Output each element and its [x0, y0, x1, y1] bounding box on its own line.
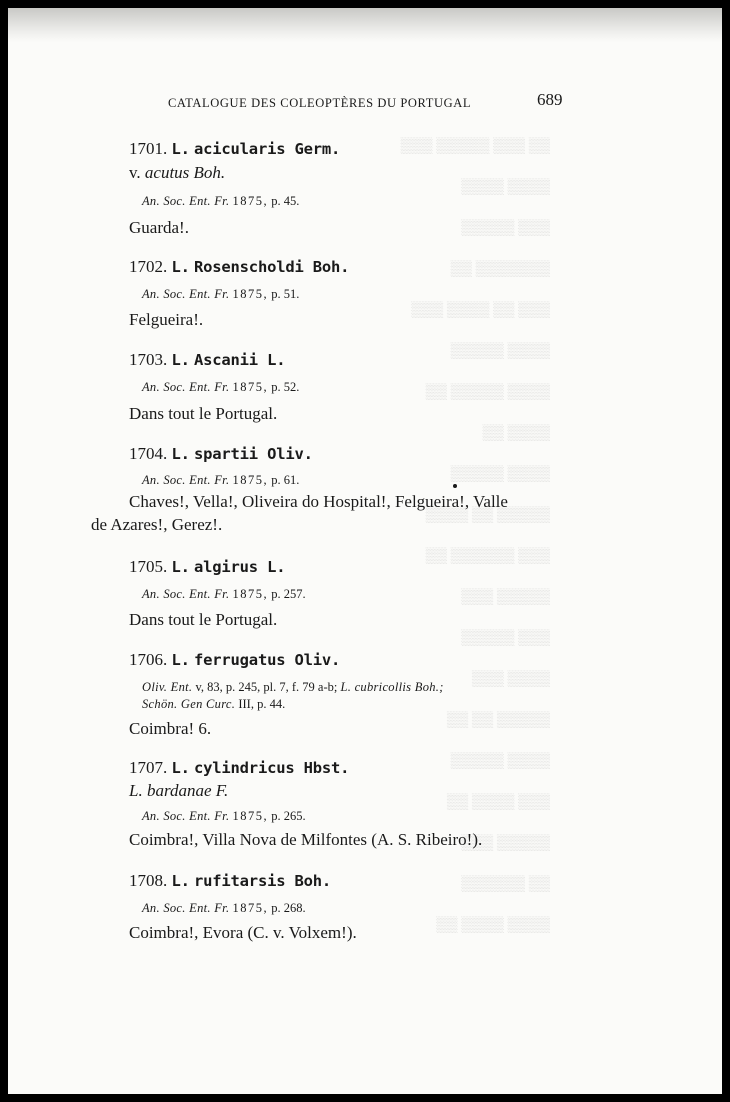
entry-locality: Dans tout le Portugal.: [129, 610, 278, 629]
entry-heading: 1704. L. spartii Oliv.: [129, 444, 313, 463]
ink-speck: [453, 484, 457, 488]
entry-reference: Oliv. Ent. v, 83, p. 245, pl. 7, f. 79 a-b; L. cubricollis Boh.;: [142, 680, 444, 694]
entry-reference: An. Soc. Ent. Fr. 1875, p. 45.: [142, 194, 300, 208]
entry-locality: Coimbra!, Villa Nova de Milfontes (A. S. Ribeiro!).: [129, 830, 483, 849]
entry-synonym: L. bardanae F.: [129, 781, 229, 800]
page-number: 689: [537, 90, 563, 109]
page: [8, 8, 722, 1094]
entry-locality: Guarda!.: [129, 218, 189, 237]
entry-locality: Dans tout le Portugal.: [129, 404, 278, 423]
entry-heading: 1707. L. cylindricus Hbst.: [129, 758, 350, 777]
entry-heading: 1706. L. ferrugatus Oliv.: [129, 650, 341, 669]
entry-heading: 1701. L. acicularis Germ.: [129, 139, 341, 158]
entry-locality: Chaves!, Vella!, Oliveira do Hospital!, Felgueira!, Valle: [129, 492, 508, 511]
entry-reference: An. Soc. Ent. Fr. 1875, p. 52.: [142, 380, 300, 394]
entry-heading: 1703. L. Ascanii L.: [129, 350, 286, 369]
entry-reference: An. Soc. Ent. Fr. 1875, p. 268.: [142, 901, 306, 915]
entry-synonym: v. acutus Boh.: [129, 163, 226, 182]
running-title: CATALOGUE DES COLEOPTÈRES DU PORTUGAL: [168, 96, 472, 110]
entry-heading: 1708. L. rufitarsis Boh.: [129, 871, 331, 890]
entry-locality: Coimbra! 6.: [129, 719, 212, 738]
entry-locality: Felgueira!.: [129, 310, 204, 329]
show-through-text: ▒▒ ▒▒▒ ▒▒▒▒▒ ▒▒▒ ▒▒▒▒ ▒▒▒▒ ▒▒▒ ▒▒▒▒▒ ▒▒▒▒▒▒▒ ▒▒ ▒▒▒ ▒▒ ▒▒▒▒ ▒▒▒ ▒▒▒▒ ▒▒▒▒▒ ▒▒▒▒ ▒▒▒▒▒ ▒▒ ▒▒▒▒ ▒▒ ▒▒▒▒ ▒▒▒▒▒ ▒▒▒▒▒ ▒▒ ▒▒▒▒ ▒▒▒ ▒▒▒▒▒▒ ▒▒ ▒▒▒▒▒ ▒▒▒ ▒▒▒ ▒▒▒▒▒ ▒▒▒▒ ▒▒▒ ▒▒▒▒▒ ▒▒ ▒▒ ▒▒▒▒ ▒▒▒▒▒ ▒▒▒ ▒▒▒▒ ▒▒ ▒▒▒▒▒ ▒▒▒ ▒▒ ▒▒▒▒▒▒ ▒▒▒▒ ▒▒▒▒ ▒▒: [400, 138, 550, 933]
catalogue-entries: [8, 8, 722, 1094]
entry-reference: An. Soc. Ent. Fr. 1875, p. 265.: [142, 809, 306, 823]
entry-reference: An. Soc. Ent. Fr. 1875, p. 61.: [142, 473, 300, 487]
entry-reference: Schön. Gen Curc. III, p. 44.: [142, 697, 286, 711]
entry-heading: 1702. L. Rosenscholdi Boh.: [129, 257, 350, 276]
entry-reference: An. Soc. Ent. Fr. 1875, p. 257.: [142, 587, 306, 601]
entry-reference: An. Soc. Ent. Fr. 1875, p. 51.: [142, 287, 300, 301]
entry-locality: Coimbra!, Evora (C. v. Volxem!).: [129, 923, 357, 942]
entry-locality-continued: de Azares!, Gerez!.: [91, 515, 223, 534]
entry-heading: 1705. L. algirus L.: [129, 557, 286, 576]
